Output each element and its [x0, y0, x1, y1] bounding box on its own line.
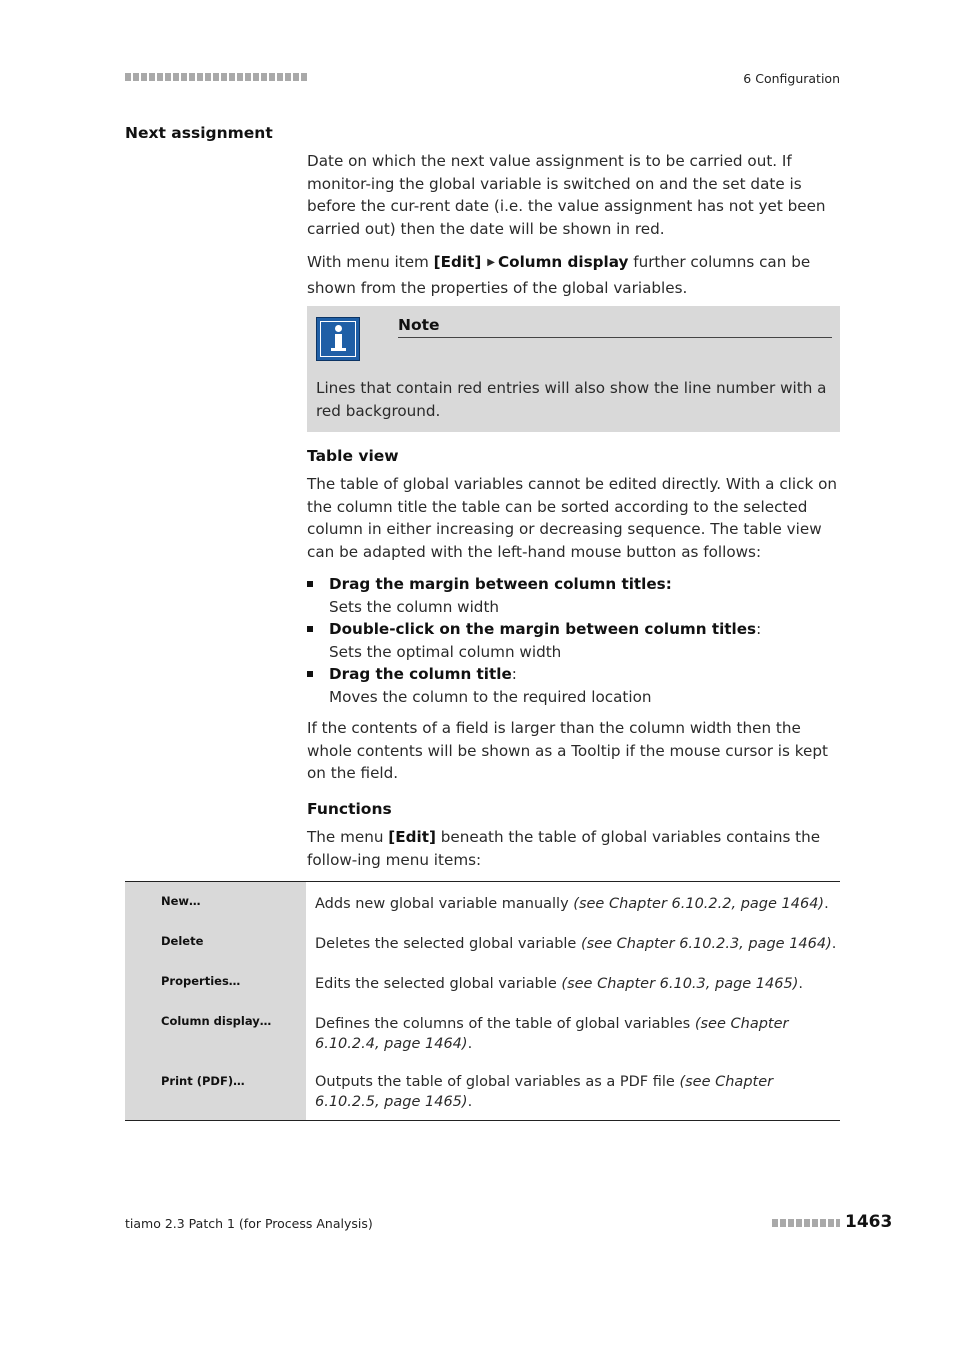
menu-item-label: Print (PDF)…: [161, 1074, 245, 1088]
intro-text-2b: further columns can be shown from the properties of the global variables.: [307, 253, 811, 297]
functions-heading: Functions: [307, 800, 392, 818]
menu-items-table: [125, 881, 840, 1121]
table-view-paragraph: [307, 473, 840, 563]
footer-product: tiamo 2.3 Patch 1 (for Process Analysis): [125, 1216, 373, 1231]
table-view-heading: Table view: [307, 447, 399, 465]
intro-text-2a: With menu item: [307, 253, 434, 271]
note-divider: [398, 337, 832, 338]
table-view-text: The table of global variables cannot be edited directly. With a click on the column title the table can be sorted according to the selected column in either increasing or decreasing sequence. The table view can be adapted with the left-hand mouse button as follows:: [307, 475, 837, 561]
menu-item-description: Deletes the selected global variable (see Chapter 6.10.2.3, page 1464).: [315, 936, 837, 952]
tooltip-paragraph: [307, 717, 840, 785]
intro-text-1: Date on which the next value assignment is to be carried out. If monitor-ing the global variable is switched on and the set date is before the cur-rent date (i.e. the value assignment has not yet been carried out) then the date will be shown in red.: [307, 152, 826, 238]
menu-item-description: Outputs the table of global variables as a PDF file (see Chapter 6.10.2.5, page 1465).: [315, 1074, 774, 1110]
bullet-item: Drag the column title: Moves the column to the required location: [307, 663, 840, 708]
info-icon: [316, 317, 360, 361]
table-view-bullets: [307, 573, 840, 708]
menu-item-label: Column display…: [161, 1014, 272, 1028]
note-text: Lines that contain red entries will also show the line number with a red background.: [316, 379, 827, 420]
arrow-right-icon: ▶: [487, 257, 495, 268]
header-section: 6 Configuration: [743, 71, 840, 86]
menu-item-description: Adds new global variable manually (see Chapter 6.10.2.2, page 1464).: [315, 896, 829, 912]
menu-item-label: New…: [161, 894, 201, 908]
footer-decoration: [772, 1219, 840, 1227]
menu-item-description: Edits the selected global variable (see Chapter 6.10.3, page 1465).: [315, 976, 803, 992]
note-box: [307, 306, 840, 432]
header-decoration: [125, 73, 307, 81]
menu-item-label: Delete: [161, 934, 204, 948]
page-number: 1463: [845, 1212, 893, 1232]
menu-edit-ref: [Edit]: [388, 828, 436, 846]
intro-paragraph-2: [307, 251, 840, 299]
tooltip-text: If the contents of a field is larger than the column width then the whole contents will be shown as a Tooltip if the mouse cursor is kept on the field.: [307, 719, 828, 782]
bullet-item: Double-click on the margin between column titles: Sets the optimal column width: [307, 618, 840, 663]
functions-paragraph: The menu [Edit] beneath the table of global variables contains the follow-ing menu items:: [307, 828, 821, 869]
column-display-ref: Column display: [497, 253, 629, 271]
note-title: Note: [398, 316, 440, 334]
intro-paragraph-1: [307, 150, 840, 240]
menu-item-label: Properties…: [161, 974, 241, 988]
menu-item-description: Defines the columns of the table of global variables (see Chapter 6.10.2.4, page 1464).: [315, 1016, 789, 1052]
menu-edit-ref: [Edit]: [433, 253, 482, 271]
bullet-item: Drag the margin between column titles: Sets the column width: [307, 573, 840, 618]
term-heading: Next assignment: [125, 124, 273, 142]
